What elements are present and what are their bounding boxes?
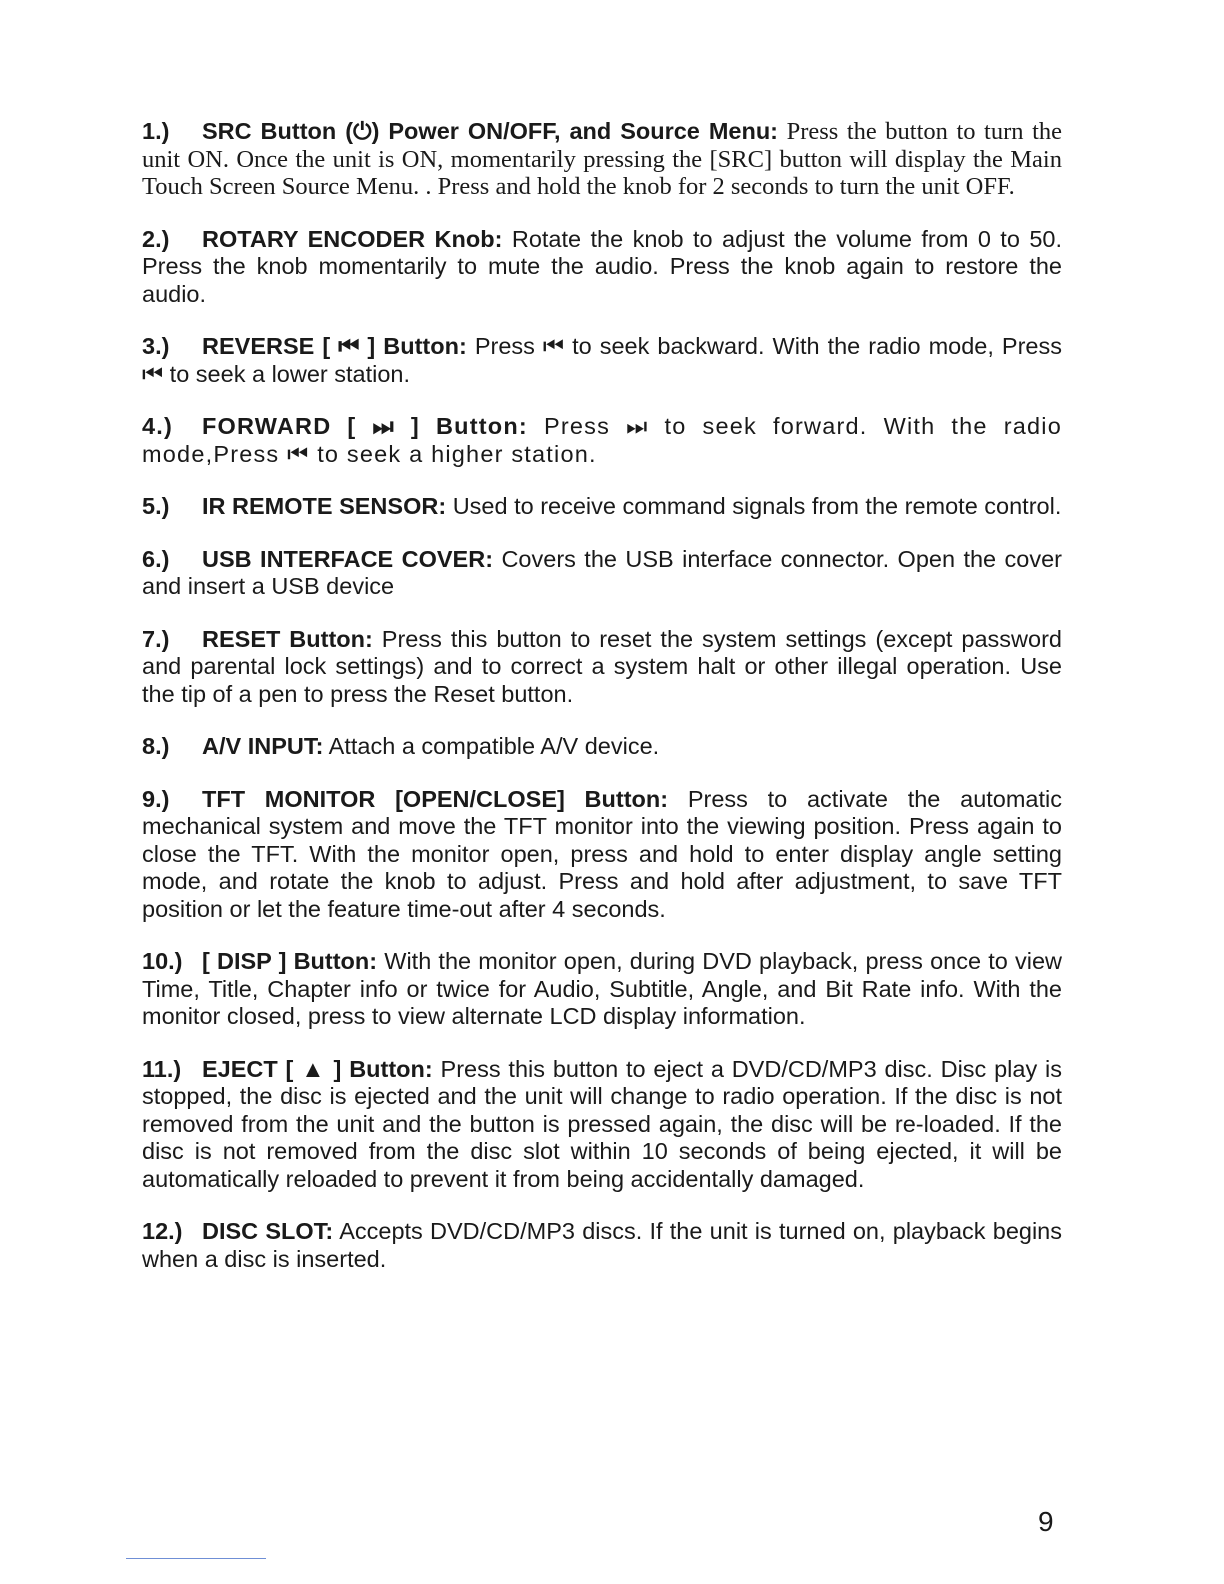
list-item-usb-interface-cover: [142, 546, 1062, 601]
item-heading: DISC SLOT:: [202, 1218, 334, 1244]
list-item-disp-button: [142, 948, 1062, 1031]
item-description: Attach a compatible A/V device.: [328, 733, 660, 759]
item-heading: [ DISP ] Button:: [202, 948, 378, 974]
item-heading: REVERSE [ ⏮ ] Button:: [202, 333, 467, 359]
item-heading: IR REMOTE SENSOR:: [202, 493, 447, 519]
item-description: Press to activate the automatic mechanical system and move the TFT monitor into the viewing position. Press again to close the TFT. With the monitor open, press and hold to enter display angle setting mode, and rotate the knob to adjust. Press and hold after adjustment, to save TFT position or let the feature time-out after 4 seconds.: [142, 785, 1063, 922]
item-heading: USB INTERFACE COVER:: [202, 545, 494, 572]
item-description: Press ⏮ to seek backward. With the radio mode, Press ⏮ to seek a lower station.: [142, 333, 1062, 387]
item-number: 3.): [142, 333, 170, 359]
item-heading: FORWARD [ ⏭ ] Button:: [202, 413, 528, 439]
item-heading: RESET Button:: [202, 625, 373, 652]
list-item-reset-button: [142, 626, 1062, 709]
item-description: Covers the USB interface connector. Open the cover and insert a USB device: [142, 545, 1062, 599]
item-number: 10.): [142, 948, 183, 974]
item-description: Press this button to eject a DVD/CD/MP3 disc. Disc play is stopped, the disc is ejected and the unit will change to radio operation. If the disc is not removed from the unit and the button is pressed again, the disc will be re-loaded. If the disc is not removed from the disc slot within 10 seconds of being ejected, it will be automatically reloaded to prevent it from being accidentally damaged.: [142, 1055, 1063, 1192]
item-heading: TFT MONITOR [OPEN/CLOSE] Button:: [202, 785, 669, 812]
item-number: 2.): [142, 225, 170, 252]
item-heading: A/V INPUT:: [202, 733, 324, 759]
list-item-rotary-encoder: [142, 226, 1062, 309]
item-description: Used to receive command signals from the remote control.: [452, 493, 1062, 519]
list-item-disc-slot: [142, 1218, 1062, 1273]
list-item-tft-monitor-button: [142, 786, 1062, 924]
item-number: 6.): [142, 545, 170, 572]
list-item-eject-button: [142, 1056, 1062, 1194]
list-item-ir-remote-sensor: [142, 493, 1062, 521]
item-number: 11.): [142, 1055, 182, 1082]
list-item-av-input: [142, 733, 1062, 761]
item-number: 9.): [142, 785, 170, 812]
item-description: Press this button to reset the system settings (except password and parental lock settings) and to correct a system halt or other illegal operation. Use the tip of a pen to press the Reset button.: [142, 625, 1062, 707]
item-description: Rotate the knob to adjust the volume from 0 to 50. Press the knob momentarily to mute the audio. Press the knob again to restore the audio.: [142, 225, 1062, 307]
item-heading: EJECT [ ▲ ] Button:: [202, 1055, 433, 1082]
item-number: 7.): [142, 625, 170, 652]
item-number: 4.): [142, 413, 174, 439]
list-item-reverse-button: [142, 333, 1062, 388]
page-number: 9: [1038, 1506, 1054, 1537]
item-description: Press ⏭ to seek forward. With the radio mode,Press ⏮ to seek a higher station.: [142, 413, 1063, 467]
manual-page-body: [142, 118, 1062, 1298]
list-item-src-button: [142, 118, 1062, 201]
item-number: 8.): [142, 733, 170, 759]
item-heading: ROTARY ENCODER Knob:: [202, 225, 503, 252]
footer-rule: [126, 1558, 266, 1559]
list-item-forward-button: [142, 413, 1062, 468]
item-description: Press the button to turn the unit ON. Once the unit is ON, momentarily pressing the [SRC] button will display the Main Touch Screen Source Menu. . Press and hold the knob for 2 seconds to turn the unit OFF.: [142, 118, 1062, 200]
item-number: 1.): [142, 118, 170, 144]
item-number: 5.): [142, 493, 170, 519]
item-number: 12.): [142, 1218, 183, 1244]
item-description: With the monitor open, during DVD playback, press once to view Time, Title, Chapter info or twice for Audio, Subtitle, Angle, and Bit Rate info. With the monitor closed, press to view alternate LCD display information.: [142, 948, 1062, 1029]
item-description: Accepts DVD/CD/MP3 discs. If the unit is turned on, playback begins when a disc is inserted.: [142, 1218, 1062, 1272]
item-heading: SRC Button (⏻) Power ON/OFF, and Source Menu:: [202, 118, 779, 144]
